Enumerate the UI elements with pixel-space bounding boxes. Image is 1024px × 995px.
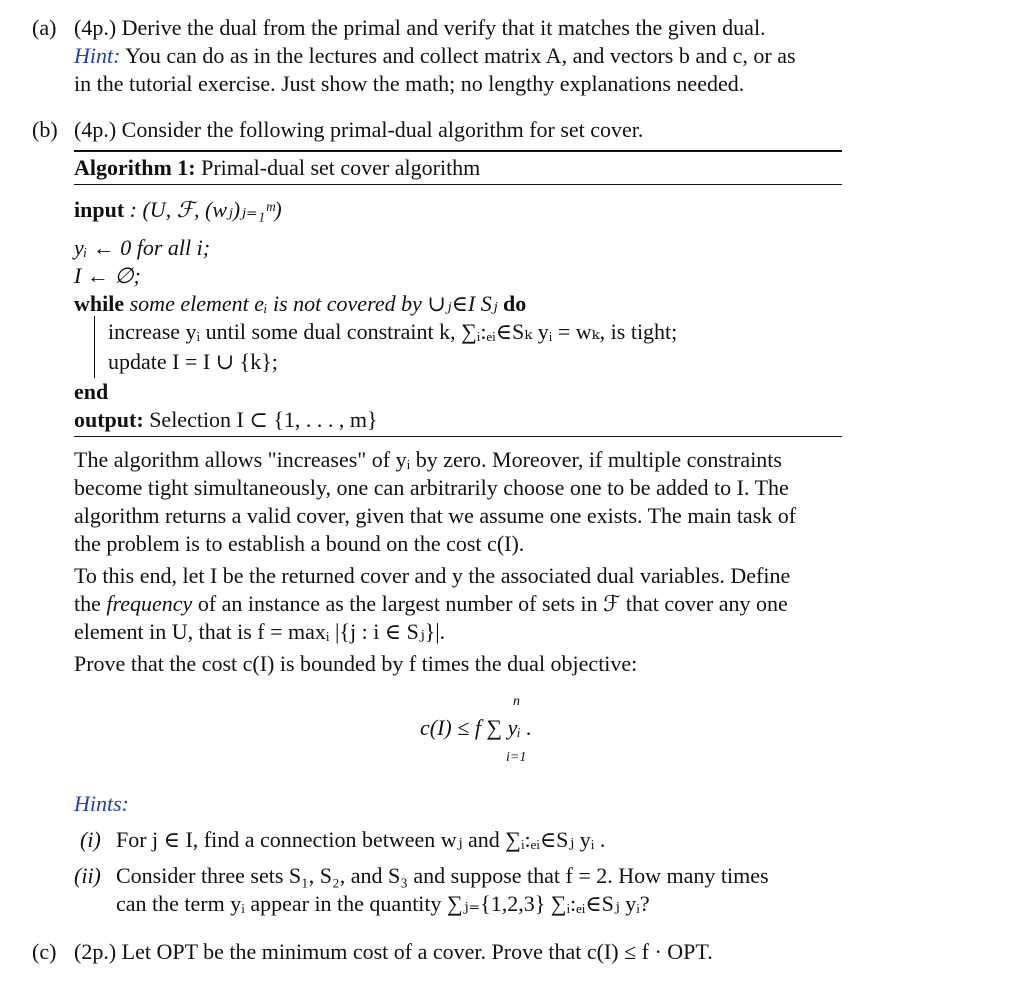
algorithm-title: [74, 154, 480, 182]
paragraph-2-line-2: [74, 590, 934, 618]
output-keyword: output:: [74, 407, 144, 432]
hint-ii-label: (ii): [74, 863, 101, 888]
algorithm-top-rule: [74, 150, 842, 152]
part-c-body: [74, 938, 964, 966]
part-a-line-2-text: You can do as in the lectures and collect matrix A, and vectors b and c, or as: [120, 43, 796, 68]
hint-label: Hint:: [74, 43, 121, 68]
hint-i-label: (i): [80, 827, 101, 852]
part-a-label: (a): [32, 15, 57, 40]
algorithm-while: [74, 290, 526, 318]
algorithm-init-y: yᵢ ← 0 for all i;: [74, 235, 211, 260]
paragraph-2-pre: the: [74, 591, 107, 616]
algorithm-title-text: Primal-dual set cover algorithm: [195, 155, 481, 180]
algorithm-output: [74, 406, 378, 434]
part-c-line: (2p.) Let OPT be the minimum cost of a cover. Prove that c(I) ≤ f · OPT.: [74, 939, 713, 964]
hint-i-text: For j ∈ I, find a connection between wⱼ and ∑ᵢ:ₑᵢ∈Sⱼ yᵢ .: [116, 827, 606, 852]
paragraph-2-line-3: element in U, that is f = maxᵢ |{j : i ∈ Sⱼ}|.: [74, 619, 446, 644]
algorithm-body-1: increase yᵢ until some dual constraint k, ∑ᵢ:ₑᵢ∈Sₖ yᵢ = wₖ, is tight;: [108, 319, 678, 344]
input-args: : (U, ℱ, (wⱼ)ⱼ₌₁ᵐ): [124, 197, 282, 222]
algorithm-body-2: update I = I ∪ {k};: [108, 349, 278, 374]
equation-main: c(I) ≤ f ∑ yᵢ .: [420, 715, 532, 740]
algorithm-bottom-rule: [74, 436, 842, 437]
paragraph-1-line: The algorithm allows "increases" of yᵢ by zero. Moreover, if multiple constraints: [74, 447, 782, 472]
output-text: Selection I ⊂ {1, . . . , m}: [143, 407, 378, 432]
paragraph-3-line: Prove that the cost c(I) is bounded by f times the dual objective:: [74, 651, 638, 676]
paragraph-2-post: of an instance as the largest number of sets in ℱ that cover any one: [192, 591, 788, 616]
algorithm-end: end: [74, 379, 109, 404]
paragraph-1-line: the problem is to establish a bound on the cost c(I).: [74, 531, 525, 556]
part-a-body: [74, 14, 964, 98]
algorithm-input: [74, 196, 282, 224]
part-a-line-3: in the tutorial exercise. Just show the math; no lengthy explanations needed.: [74, 71, 745, 96]
paragraph-1-line: become tight simultaneously, one can arbitrarily choose one to be added to I. The: [74, 475, 789, 500]
part-b-label: (b): [32, 117, 58, 142]
part-a-line-2: [74, 42, 964, 70]
paragraph-1: [74, 446, 934, 558]
sum-lower-limit: i=1: [506, 750, 527, 765]
loop-body-bar: [94, 316, 95, 378]
sum-upper-limit: n: [513, 694, 520, 709]
part-b-body: [74, 116, 964, 144]
while-condition: some element eᵢ is not covered by ∪ⱼ∈I Sⱼ: [124, 291, 504, 316]
hint-ii-text-2: can the term yᵢ appear in the quantity ∑ⱼ₌{1,2,3} ∑ᵢ:ₑᵢ∈Sⱼ yᵢ?: [116, 891, 650, 916]
algorithm-init-I: I ← ∅;: [74, 263, 141, 288]
hints-title: Hints:: [74, 791, 129, 816]
part-a-line-1: (4p.) Derive the dual from the primal and verify that it matches the given dual.: [74, 15, 766, 40]
paragraph-1-line: algorithm returns a valid cover, given that we assume one exists. The main task of: [74, 503, 797, 528]
display-equation: [420, 694, 720, 774]
while-keyword: while: [74, 291, 125, 316]
algorithm-title-rule: [74, 184, 842, 185]
hints-section: [74, 790, 934, 818]
input-keyword: input: [74, 197, 125, 222]
paragraph-3: [74, 650, 934, 678]
algorithm-box: [74, 150, 842, 440]
paragraph-2: [74, 562, 934, 646]
algorithm-title-label: Algorithm 1:: [74, 155, 196, 180]
frequency-term: frequency: [106, 591, 193, 616]
part-b-line-1: (4p.) Consider the following primal-dual algorithm for set cover.: [74, 117, 644, 142]
part-c-label: (c): [32, 939, 57, 964]
do-keyword: do: [503, 291, 527, 316]
paragraph-2-line-1: To this end, let I be the returned cover and y the associated dual variables. Define: [74, 563, 791, 588]
hint-ii-text-1: Consider three sets S₁, S₂, and S₃ and suppose that f = 2. How many times: [116, 863, 769, 888]
